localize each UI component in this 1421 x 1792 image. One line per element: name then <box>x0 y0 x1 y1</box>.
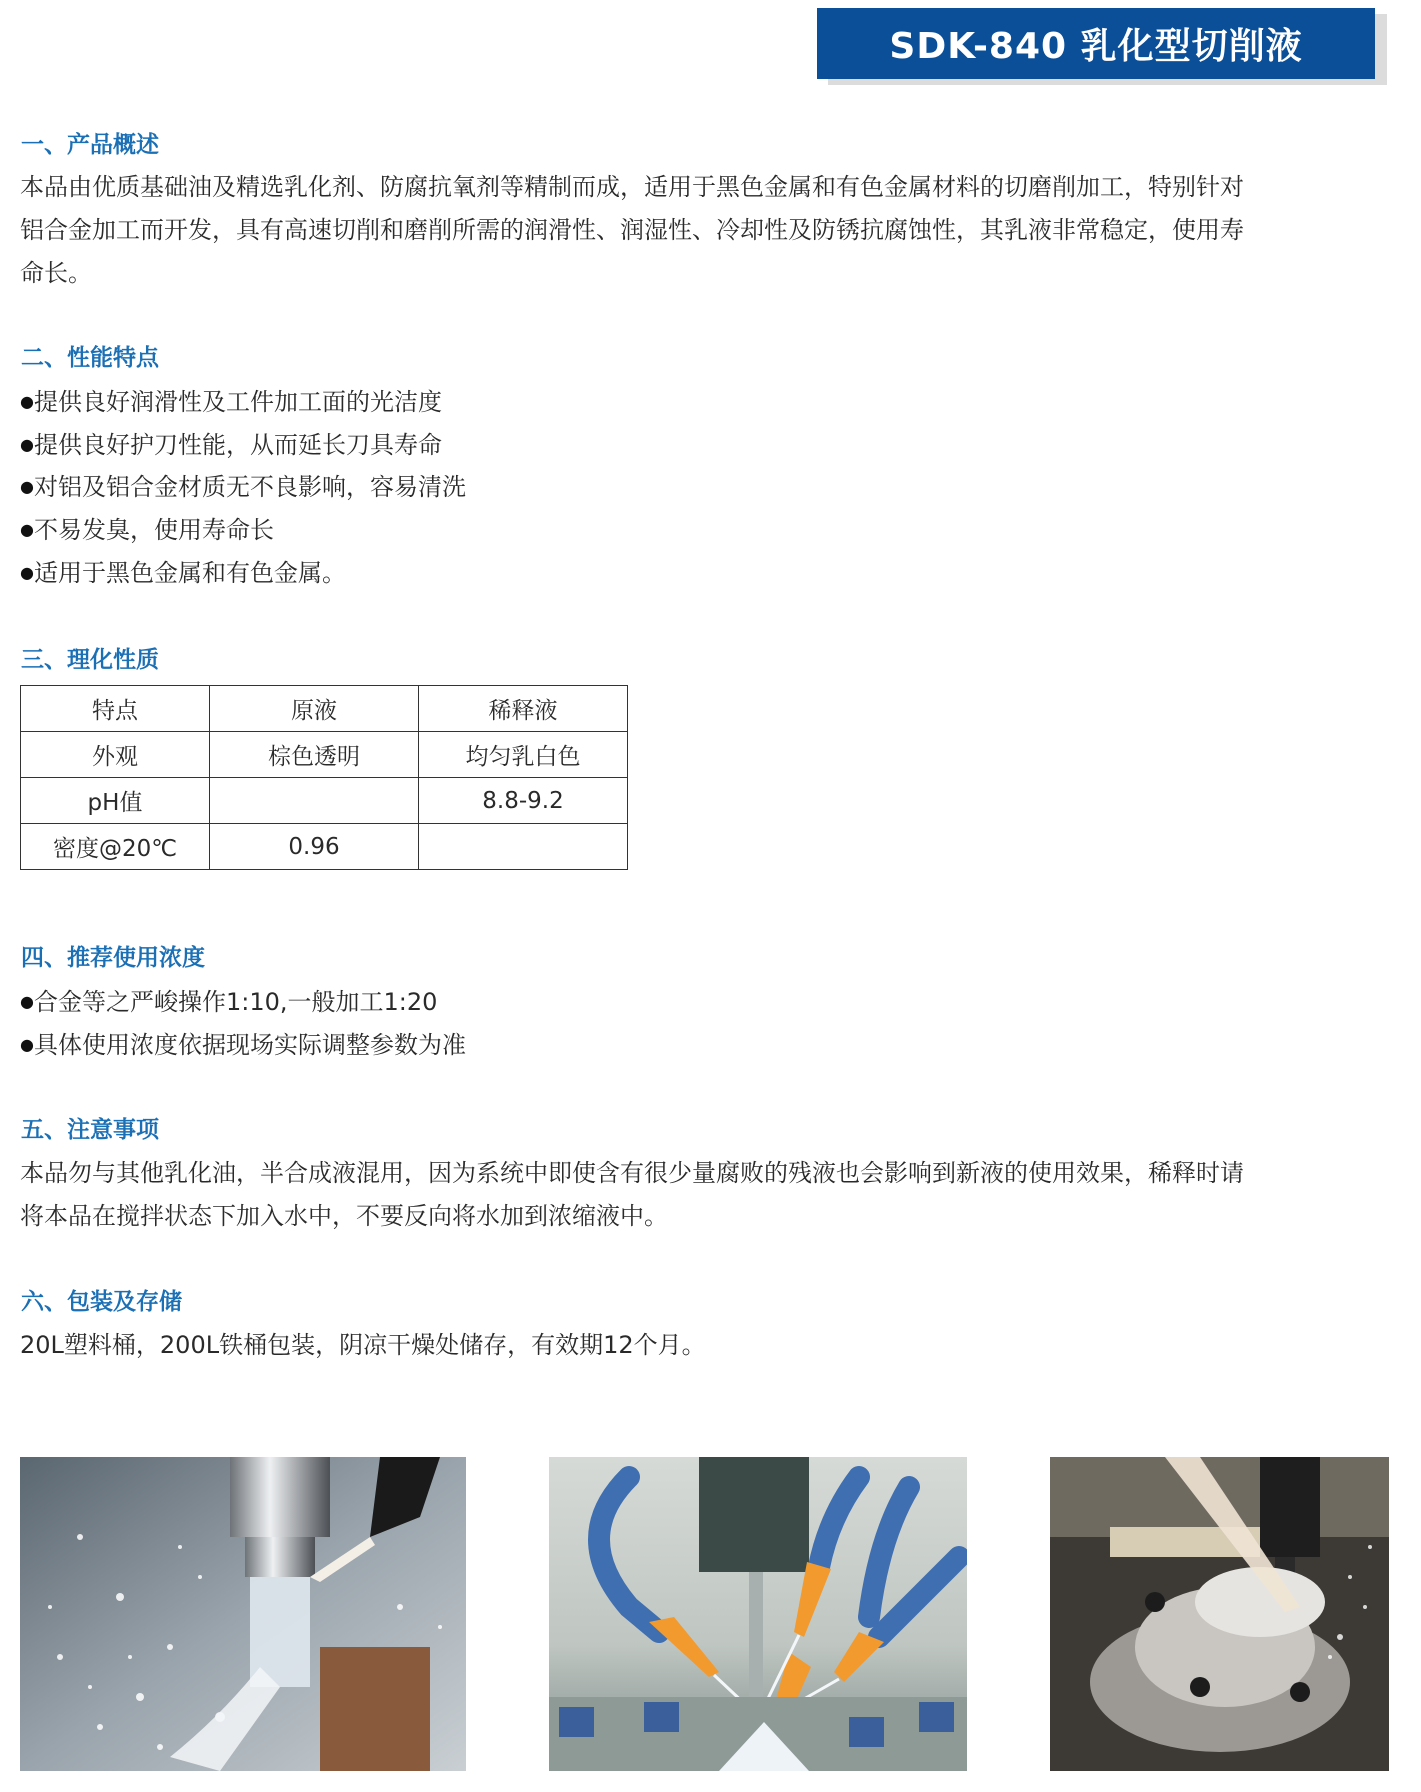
table-cell: pH值 <box>21 778 210 824</box>
table-header-cell: 特点 <box>21 686 210 732</box>
impeller-machining-photo <box>1050 1457 1389 1771</box>
bullet-icon: ● <box>20 392 34 411</box>
bullet-icon: ● <box>20 435 34 454</box>
feature-text: 不易发臭，使用寿命长 <box>34 516 274 544</box>
bullet-icon: ● <box>20 1035 34 1054</box>
concentration-text: 具体使用浓度依据现场实际调整参数为准 <box>34 1031 466 1059</box>
table-cell: 0.96 <box>210 824 419 870</box>
feature-bullet <box>20 430 442 460</box>
concentration-bullet <box>20 987 437 1017</box>
feature-text: 提供良好护刀性能，从而延长刀具寿命 <box>34 431 442 459</box>
table-cell: 8.8-9.2 <box>419 778 628 824</box>
feature-text: 适用于黑色金属和有色金属。 <box>34 559 346 587</box>
table-cell <box>210 778 419 824</box>
bullet-icon: ● <box>20 477 34 496</box>
section-heading-concentration: 四、推荐使用浓度 <box>21 945 205 971</box>
table-cell <box>419 824 628 870</box>
table-row <box>21 778 628 824</box>
feature-bullet <box>20 387 442 417</box>
overview-text-line: 本品由优质基础油及精选乳化剂、防腐抗氧剂等精制而成，适用于黑色金属和有色金属材料的切磨削加工，特别针对 <box>20 173 1244 201</box>
table-row <box>21 732 628 778</box>
coolant-nozzles-drilling-photo <box>549 1457 967 1771</box>
table-header-cell: 稀释液 <box>419 686 628 732</box>
feature-bullet <box>20 558 346 588</box>
page-title: SDK-840 乳化型切削液 <box>889 26 1303 67</box>
feature-text: 对铝及铝合金材质无不良影响，容易清洗 <box>34 473 466 501</box>
table-cell: 密度@20℃ <box>21 824 210 870</box>
feature-bullet <box>20 472 466 502</box>
properties-table <box>20 685 628 870</box>
overview-text-line: 铝合金加工而开发，具有高速切削和磨削所需的润滑性、润湿性、冷却性及防锈抗腐蚀性，其乳液非常稳定，使用寿 <box>20 216 1244 244</box>
section-heading-features: 二、性能特点 <box>21 345 159 371</box>
precautions-text-line: 将本品在搅拌状态下加入水中，不要反向将水加到浓缩液中。 <box>20 1202 668 1230</box>
overview-text-line: 命长。 <box>20 259 92 287</box>
milling-coolant-splash-photo <box>20 1457 466 1771</box>
bullet-icon: ● <box>20 992 34 1011</box>
title-banner <box>817 8 1375 79</box>
table-cell: 棕色透明 <box>210 732 419 778</box>
section-heading-overview: 一、产品概述 <box>21 132 159 158</box>
table-row <box>21 824 628 870</box>
table-cell: 均匀乳白色 <box>419 732 628 778</box>
concentration-bullet <box>20 1030 466 1060</box>
section-heading-precautions: 五、注意事项 <box>21 1117 159 1143</box>
table-header-cell: 原液 <box>210 686 419 732</box>
bullet-icon: ● <box>20 520 34 539</box>
table-cell: 外观 <box>21 732 210 778</box>
precautions-text-line: 本品勿与其他乳化油，半合成液混用，因为系统中即使含有很少量腐败的残液也会影响到新液的使用效果，稀释时请 <box>20 1159 1244 1187</box>
table-header-row <box>21 686 628 732</box>
feature-text: 提供良好润滑性及工件加工面的光洁度 <box>34 388 442 416</box>
section-heading-properties: 三、理化性质 <box>21 647 159 673</box>
bullet-icon: ● <box>20 563 34 582</box>
section-heading-packaging: 六、包装及存储 <box>21 1289 182 1315</box>
concentration-text: 合金等之严峻操作1:10,一般加工1:20 <box>34 988 438 1016</box>
packaging-text-line: 20L塑料桶，200L铁桶包装，阴凉干燥处储存，有效期12个月。 <box>20 1331 706 1359</box>
feature-bullet <box>20 515 274 545</box>
